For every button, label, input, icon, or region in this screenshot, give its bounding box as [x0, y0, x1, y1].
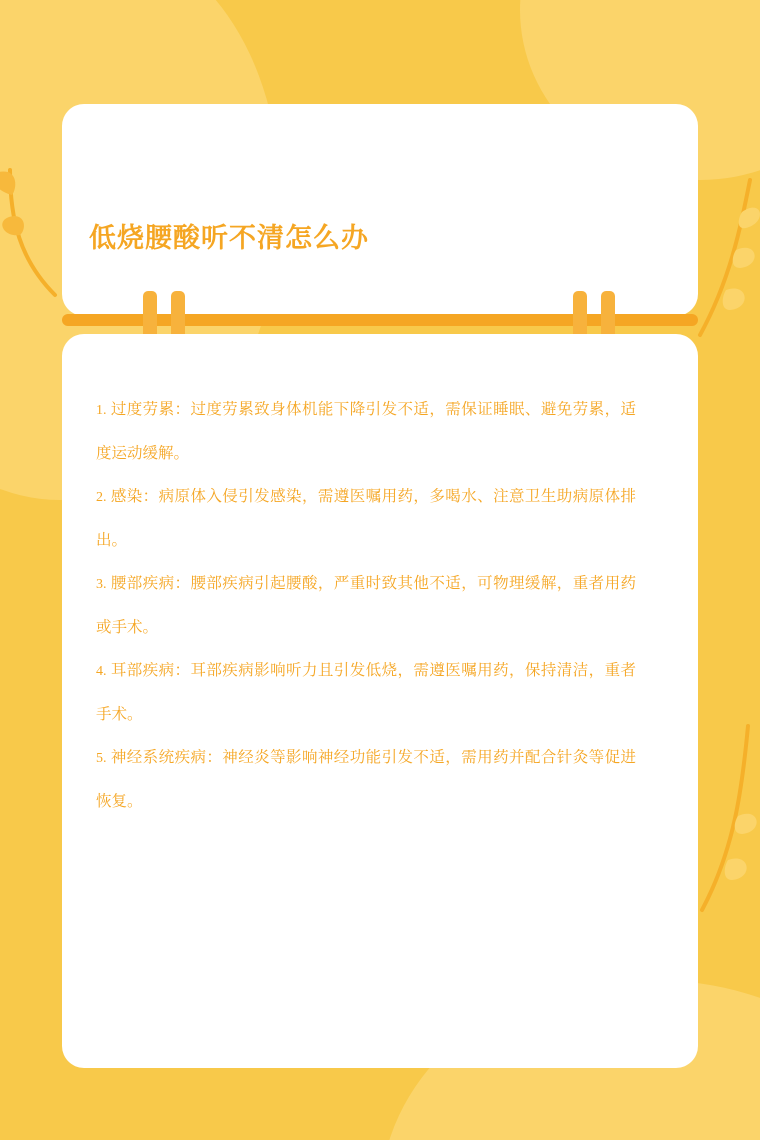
list-item-number: 2.	[96, 490, 107, 505]
list-item-text: 腰部疾病：腰部疾病引起腰酸，严重时致其他不适，可物理缓解，重者用药或手术。	[96, 575, 636, 636]
page-title: 低烧腰酸听不清怎么办	[89, 223, 369, 253]
list-item-number: 5.	[96, 751, 107, 766]
leaf-decoration-left-icon	[0, 160, 70, 310]
title-card	[62, 104, 698, 316]
list-item	[96, 649, 636, 736]
list-item-number: 3.	[96, 577, 107, 592]
content-list	[96, 388, 636, 823]
list-item	[96, 388, 636, 475]
list-item-text: 过度劳累：过度劳累致身体机能下降引发不适，需保证睡眠、避免劳累，适度运动缓解。	[96, 401, 636, 462]
list-item	[96, 475, 636, 562]
list-item-number: 4.	[96, 664, 107, 679]
list-item-text: 感染：病原体入侵引发感染，需遵医嘱用药，多喝水、注意卫生助病原体排出。	[96, 488, 636, 549]
list-item	[96, 562, 636, 649]
list-item-text: 神经系统疾病：神经炎等影响神经功能引发不适，需用药并配合针灸等促进恢复。	[96, 749, 636, 810]
list-item-number: 1.	[96, 403, 107, 418]
list-item	[96, 736, 636, 823]
list-item-text: 耳部疾病：耳部疾病影响听力且引发低烧，需遵医嘱用药，保持清洁，重者手术。	[96, 662, 636, 723]
